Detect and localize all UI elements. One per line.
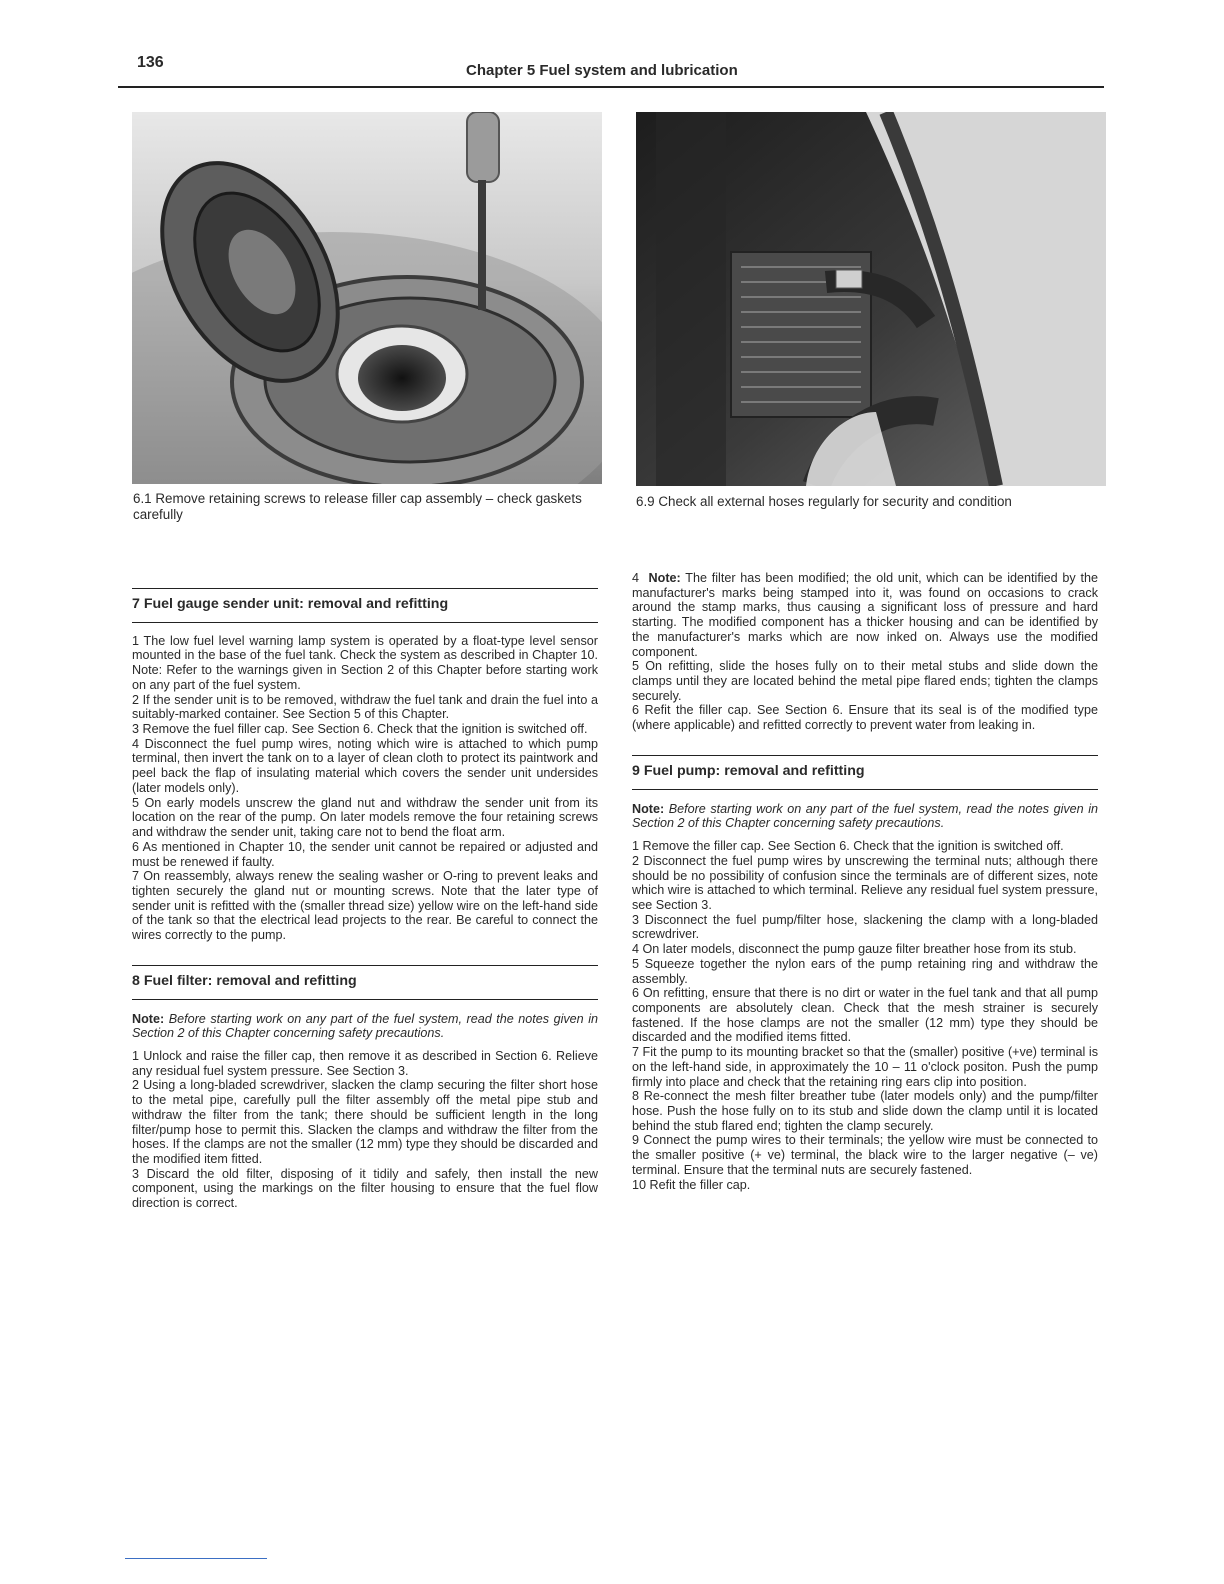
section-8-para-4-number: 4 bbox=[632, 571, 640, 585]
section-9-heading: 9 Fuel pump: removal and refitting bbox=[632, 755, 1098, 790]
section-8-note-label: Note: bbox=[132, 1011, 165, 1026]
section-9-para-6: 6 On refitting, ensure that there is no dirt or water in the fuel tank and that all pump components are absolutely clean. Check that the mesh strainer is securely fastened. If the hose clamps are not the smaller (12 mm) type they should be discarded and the modified items fitted. bbox=[632, 986, 1098, 1045]
section-8-para-2: 2 Using a long-bladed screwdriver, slacken the clamp securing the filter short hose to the metal pipe, carefully pull the filter assembly off the metal pipe stub and withdraw the filter from the tank; there should be sufficient length in the long filter/pump hose to permit this. Slacken the clamps and withdraw the filter from the hoses. If the clamps are not the smaller (12 mm) type they should be discarded and the modified item fitted. bbox=[132, 1078, 598, 1166]
section-8-para-4-text: The filter has been modified; the old unit, which can be identified by the manufacturer's marks being stamped into it, was found on occasions to crack around the stamp marks, thus causing a significant loss of pressure and hard starting. The modified component has a thicker housing and can be identified by the manufacturer's marks which are now inked on. Always use the modified component. bbox=[632, 571, 1098, 659]
section-9-para-3: 3 Disconnect the fuel pump/filter hose, slackening the clamp with a long-bladed screwdriver. bbox=[632, 912, 1098, 942]
section-8-para-4-label: Note: bbox=[648, 571, 681, 585]
section-8-para-5: 5 On refitting, slide the hoses fully on to their metal stubs and slide down the clamps until they are located behind the metal pipe flared ends; tighten the clamps securely. bbox=[632, 659, 1098, 703]
section-8-note bbox=[132, 1012, 598, 1041]
section-9-para-9: 9 Connect the pump wires to their terminals; the yellow wire must be connected to the smaller positive (+ ve) terminal, the black wire to the larger negative (– ve) terminal. Ensure that the terminal nuts are securely fastened. bbox=[632, 1133, 1098, 1177]
section-9-para-8: 8 Re-connect the mesh filter breather tube (later models only) and the pump/filter hose. Push the hose fully on to its stub and slide down the clamp until it is located behind the stub flared end; tighten the clamp securely. bbox=[632, 1089, 1098, 1133]
right-column bbox=[632, 571, 1098, 1192]
section-8-para-6: 6 Refit the filler cap. See Section 6. Ensure that its seal is of the modified type (where applicable) and refitted correctly to prevent water from leaking in. bbox=[632, 703, 1098, 733]
figure-caption-6-9: 6.9 Check all external hoses regularly for security and condition bbox=[636, 494, 1012, 509]
section-9-note-label: Note: bbox=[632, 801, 665, 816]
section-7-para-5: 5 On early models unscrew the gland nut and withdraw the sender unit from its location on the rear of the pump. On later models remove the four retaining screws and withdraw the sender unit, taking care not to bend the float arm. bbox=[132, 795, 598, 840]
figure-caption-6-1: 6.1 Remove retaining screws to release filler cap assembly – check gaskets carefully bbox=[133, 491, 582, 522]
section-9-para-5: 5 Squeeze together the nylon ears of the pump retaining ring and withdraw the assembly. bbox=[632, 956, 1098, 986]
section-9-para-10: 10 Refit the filler cap. bbox=[632, 1177, 751, 1192]
section-8-para-3: 3 Discard the old filter, disposing of it tidily and safely, then install the new component, using the markings on the filter housing to ensure that the fuel flow direction is correct. bbox=[132, 1166, 598, 1211]
header-rule bbox=[118, 86, 1104, 88]
running-head: Chapter 5 Fuel system and lubrication bbox=[466, 62, 738, 79]
section-7-heading: 7 Fuel gauge sender unit: removal and refitting bbox=[132, 588, 598, 623]
section-9-para-1: 1 Remove the filler cap. See Section 6. Check that the ignition is switched off. bbox=[632, 839, 1064, 854]
left-column bbox=[132, 588, 598, 1211]
section-8-para-1: 1 Unlock and raise the filler cap, then remove it as described in Section 6. Relieve any residual fuel system pressure. See Section 3. bbox=[132, 1048, 598, 1078]
section-7-para-4: 4 Disconnect the fuel pump wires, noting which wire is attached to which pump terminal, then invert the tank on to a layer of clean cloth to protect its paintwork and peel back the flap of insulating material which covers the sender unit undersides (later models only). bbox=[132, 736, 598, 795]
photo-filler-cap bbox=[132, 112, 602, 484]
section-9-note bbox=[632, 802, 1098, 831]
footer-rule bbox=[125, 1558, 267, 1559]
section-8-heading: 8 Fuel filter: removal and refitting bbox=[132, 965, 598, 1000]
section-7-para-1: 1 The low fuel level warning lamp system is operated by a float-type level sensor mounted in the base of the fuel tank. Check the system as described in Chapter 10. Note: Refer to the warnings given in Section 2 of this Chapter before starting work on any part of the fuel system. bbox=[132, 633, 598, 692]
section-8-note-text: Before starting work on any part of the fuel system, read the notes given in Section 2 of this Chapter concerning safety precautions. bbox=[132, 1011, 598, 1041]
section-7-para-2: 2 If the sender unit is to be removed, withdraw the fuel tank and drain the fuel into a suitably-marked container. See Section 5 of this Chapter. bbox=[132, 692, 598, 722]
section-7-para-6: 6 As mentioned in Chapter 10, the sender unit cannot be repaired or adjusted and must be renewed if faulty. bbox=[132, 839, 598, 869]
section-7-para-7: 7 On reassembly, always renew the sealing washer or O-ring to prevent leaks and tighten securely the gland nut or mounting screws. Note that the later type of sender unit is refitted with the (smaller thread size) yellow wire on the left-hand side of the tank so that the electrical lead projects to the rear. Be careful to connect the wires correctly to the pump. bbox=[132, 869, 598, 943]
section-9-note-text: Before starting work on any part of the fuel system, read the notes given in Section 2 of this Chapter concerning safety precautions. bbox=[632, 801, 1098, 831]
section-9-para-2: 2 Disconnect the fuel pump wires by unscrewing the terminal nuts; although there should be no possibility of confusion since the terminals are of different sizes, note which wire is attached to which terminal. Relieve any residual fuel system pressure, see Section 3. bbox=[632, 853, 1098, 912]
photo-fuel-hoses bbox=[636, 112, 1106, 486]
section-9-para-7: 7 Fit the pump to its mounting bracket so that the (smaller) positive (+ve) terminal is on the left-hand side, in approximately the 10 – 11 o'clock positon. Push the pump firmly into place and check that the retaining ring ears clip into position. bbox=[632, 1045, 1098, 1089]
section-7-para-3: 3 Remove the fuel filler cap. See Section 6. Check that the ignition is switched off. bbox=[132, 722, 588, 737]
section-9-para-4: 4 On later models, disconnect the pump gauze filter breather hose from its stub. bbox=[632, 942, 1077, 957]
section-8-para-4 bbox=[632, 571, 1098, 659]
page-number: 136 bbox=[137, 54, 164, 71]
